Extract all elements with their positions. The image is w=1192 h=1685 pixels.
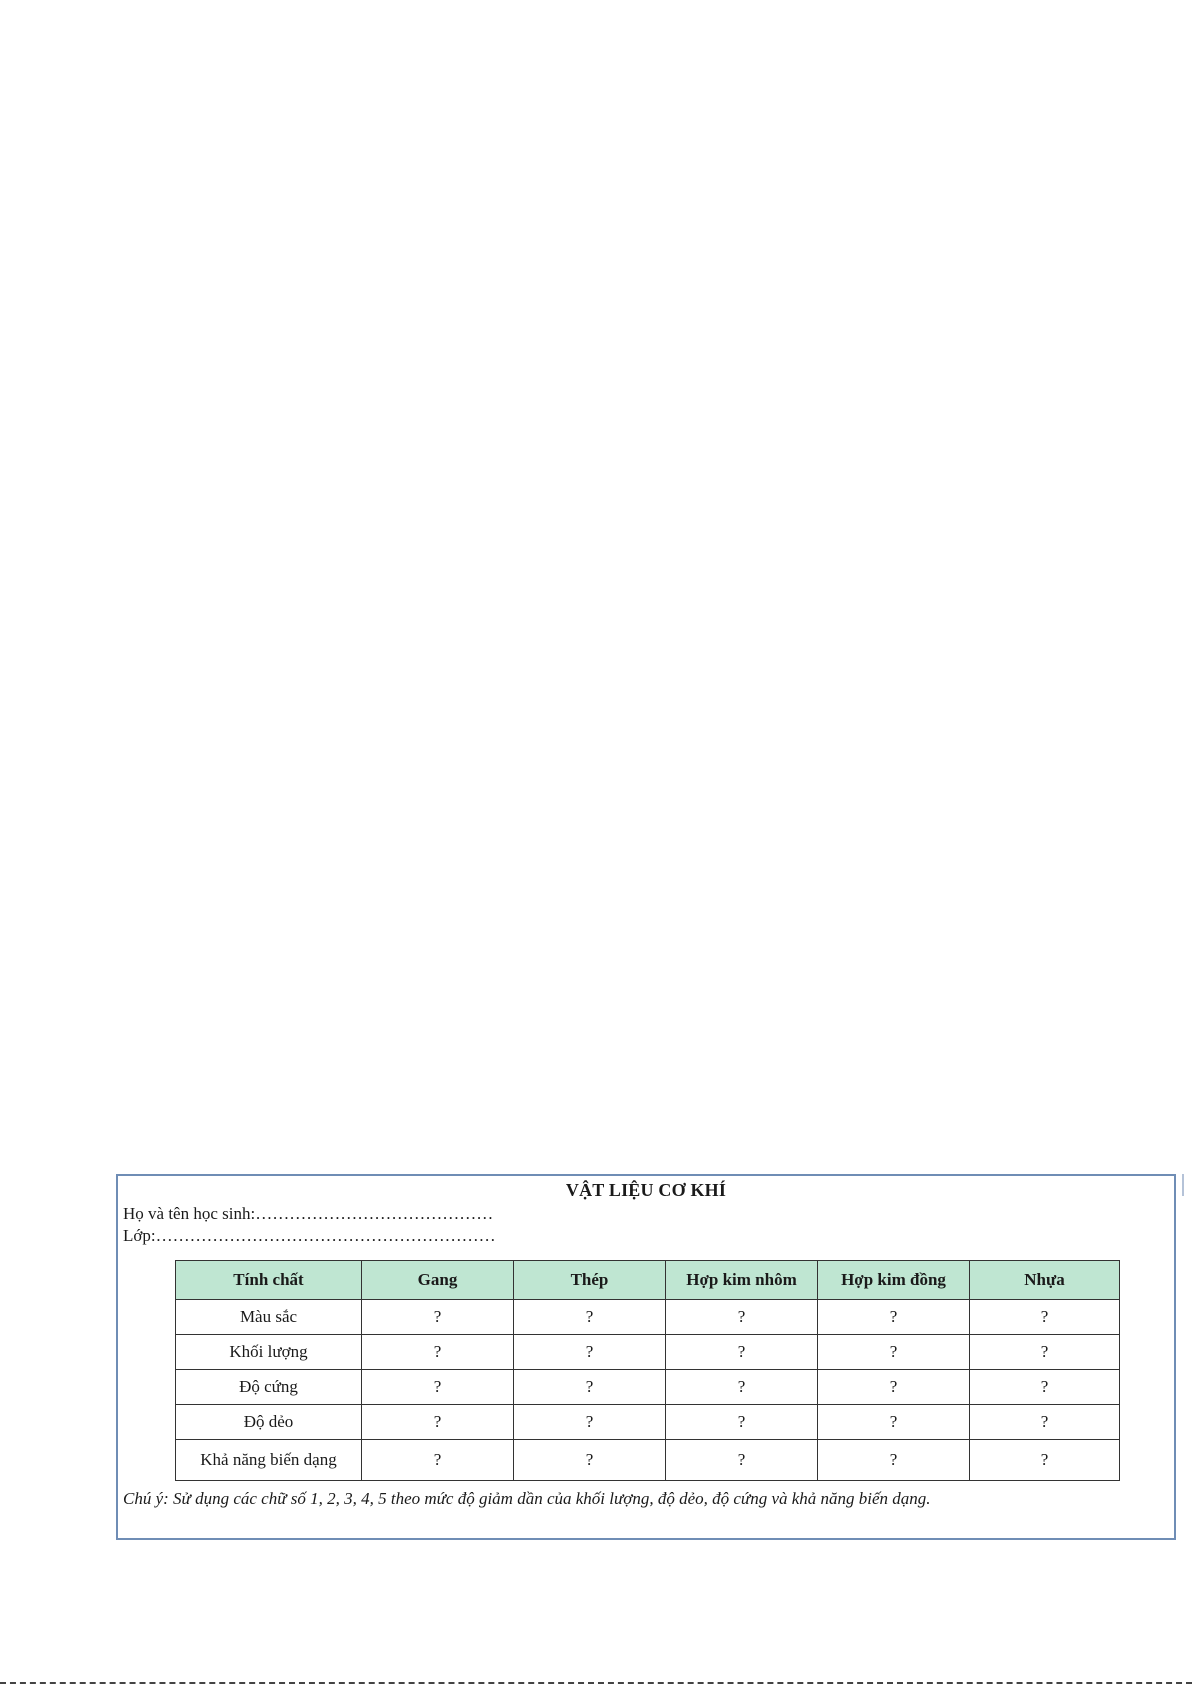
header-plastic: Nhựa xyxy=(970,1261,1120,1300)
table-header-row xyxy=(176,1261,1120,1300)
worksheet-title: VẬT LIỆU CƠ KHÍ xyxy=(565,1180,727,1200)
table-cell: ? xyxy=(514,1405,666,1440)
table-cell: ? xyxy=(970,1335,1120,1370)
class-line: Lớp:…………………………………………………… xyxy=(123,1226,496,1245)
table-cell: ? xyxy=(818,1300,970,1335)
properties-table xyxy=(175,1260,1120,1481)
header-aluminum-alloy: Hợp kim nhôm xyxy=(666,1261,818,1300)
table-cell: ? xyxy=(970,1300,1120,1335)
table-cell: ? xyxy=(970,1370,1120,1405)
row-label: Khối lượng xyxy=(176,1335,362,1370)
edge-mark xyxy=(1182,1174,1184,1196)
table-cell: ? xyxy=(362,1335,514,1370)
table-row xyxy=(176,1370,1120,1405)
table-cell: ? xyxy=(362,1405,514,1440)
table-cell: ? xyxy=(818,1335,970,1370)
header-property: Tính chất xyxy=(176,1261,362,1300)
header-cast-iron: Gang xyxy=(362,1261,514,1300)
table-cell: ? xyxy=(514,1300,666,1335)
table-cell: ? xyxy=(666,1335,818,1370)
table-cell: ? xyxy=(818,1440,970,1481)
table-cell: ? xyxy=(514,1370,666,1405)
table-cell: ? xyxy=(818,1405,970,1440)
table-row xyxy=(176,1335,1120,1370)
table-cell: ? xyxy=(970,1440,1120,1481)
table-cell: ? xyxy=(666,1440,818,1481)
header-steel: Thép xyxy=(514,1261,666,1300)
table-cell: ? xyxy=(666,1370,818,1405)
row-label: Độ cứng xyxy=(176,1370,362,1405)
table-cell: ? xyxy=(818,1370,970,1405)
table-cell: ? xyxy=(362,1440,514,1481)
table-cell: ? xyxy=(514,1335,666,1370)
table-cell: ? xyxy=(970,1405,1120,1440)
table-cell: ? xyxy=(362,1300,514,1335)
table-row xyxy=(176,1405,1120,1440)
table-cell: ? xyxy=(362,1370,514,1405)
header-copper-alloy: Hợp kim đồng xyxy=(818,1261,970,1300)
table-row xyxy=(176,1300,1120,1335)
student-name-line: Họ và tên học sinh:…………………………………… xyxy=(123,1204,494,1223)
table-row xyxy=(176,1440,1120,1481)
page-bottom-divider xyxy=(0,1682,1192,1684)
table-cell: ? xyxy=(666,1405,818,1440)
worksheet-box xyxy=(116,1174,1176,1540)
row-label: Khả năng biến dạng xyxy=(176,1440,362,1481)
row-label: Độ dẻo xyxy=(176,1405,362,1440)
row-label: Màu sắc xyxy=(176,1300,362,1335)
worksheet-note: Chú ý: Sử dụng các chữ số 1, 2, 3, 4, 5 theo mức độ giảm dần của khối lượng, độ dẻo, độ cứng và khả năng biến dạng. xyxy=(123,1489,931,1508)
table-cell: ? xyxy=(666,1300,818,1335)
table-cell: ? xyxy=(514,1440,666,1481)
